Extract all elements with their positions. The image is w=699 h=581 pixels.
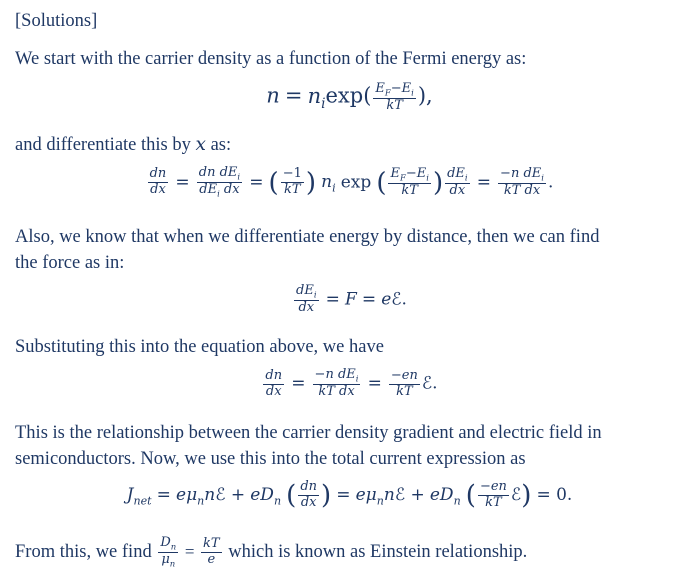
paragraph-relationship-line2: semiconductors. Now, we use this into the total current expression as <box>15 449 526 469</box>
equation-force: $\frac{dE_i}{dx}$ = F = eℰ. <box>296 283 407 316</box>
paragraph-force-line2: the force as in: <box>15 253 125 273</box>
paragraph-differentiate-a: and differentiate this by <box>15 135 196 155</box>
paragraph-einstein-b: which is known as Einstein relationship. <box>228 542 528 563</box>
equation-gradient: $\frac{dn}{dx}$ = $\frac{-n dE_i}{\text{kT dx}}$ = $\frac{-en}{kT}$ ℰ. <box>265 367 438 400</box>
equation-current: $J_{net}$ = $e\mu_nnℰ + eD_n$ ( $\frac{dn}{dx}$ ) = $e\mu_nnℰ + eD_n$ ( $\frac{-en}{kT}$ ℰ) = 0. <box>126 479 573 511</box>
paragraph-einstein: From this, we find $\frac{D_n}{\mu_n}$ = $\frac{kT}{e}$ which is known as Einstein relationship. <box>15 535 528 569</box>
paragraph-differentiate-b: as: <box>205 135 232 155</box>
equation-derivative: $\frac{dn}{dx}$ = $\frac{dn dE_i}{dE_i dx}$ = ( $\frac{-1}{kT}$ ) $n_i$ exp ( $\frac{E_F-E_i}{kT}$ ) $\frac{dE_i}{dx}$ = $\frac{-n dE_i}{\text{kT dx}}$ . <box>149 165 554 199</box>
paragraph-relationship-line1: This is the relationship between the carrier density gradient and electric field in <box>15 423 602 443</box>
paragraph-force-line1: Also, we know that when we differentiate energy by distance, then we can find <box>15 227 600 247</box>
paragraph-substituting: Substituting this into the equation above, we have <box>15 337 384 357</box>
solutions-heading: [Solutions] <box>15 11 98 31</box>
paragraph-einstein-a: From this, we find <box>15 542 152 563</box>
equation-carrier-density: $n = n_i\exp$( $\frac{E_F-E_i}{kT}$ ), <box>266 81 433 114</box>
paragraph-differentiate <box>15 132 687 158</box>
paragraph-intro: We start with the carrier density as a function of the Fermi energy as: <box>15 49 527 69</box>
variable-x: x <box>195 134 206 155</box>
